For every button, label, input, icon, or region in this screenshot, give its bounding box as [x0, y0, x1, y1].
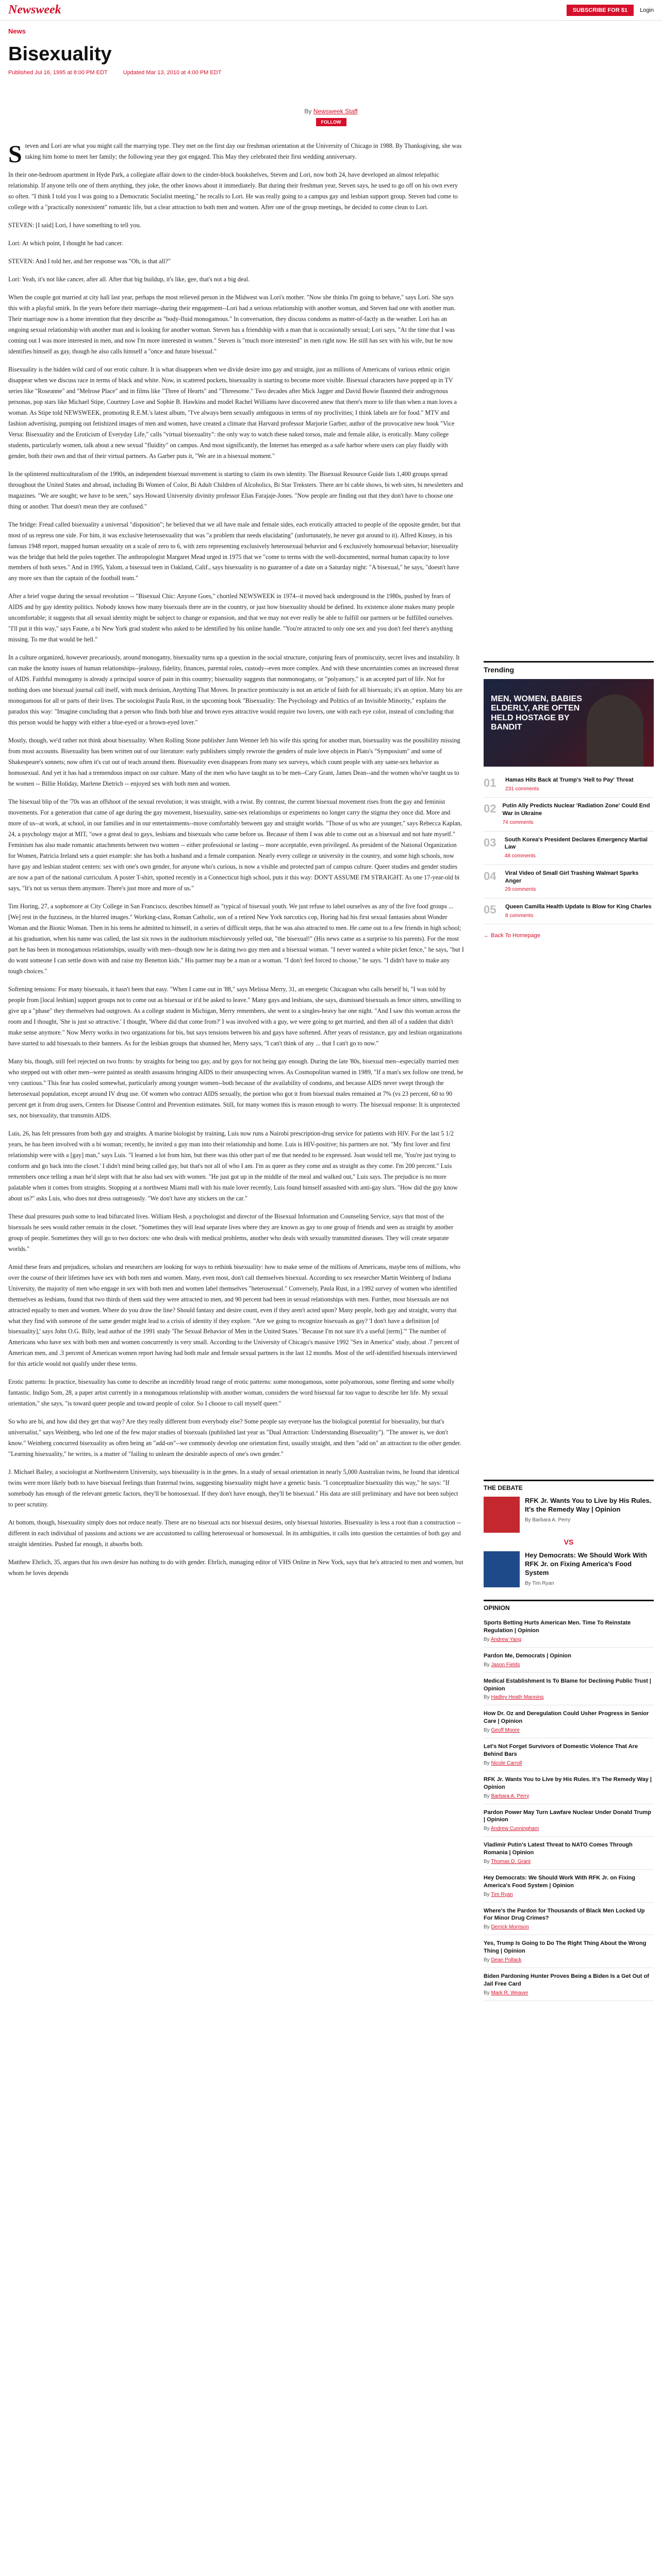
- content-area: [0, 141, 662, 2001]
- trending-number: 05: [484, 903, 496, 916]
- published-date: Published Jul 16, 1995 at 8:00 PM EDT: [8, 70, 108, 76]
- opinion-author-link[interactable]: Barbara A. Perry: [491, 1793, 529, 1799]
- vs-label: VS: [564, 1538, 574, 1547]
- trending-item[interactable]: [484, 798, 654, 831]
- opinion-headline[interactable]: Medical Establishment Is To Blame for Declining Public Trust | Opinion: [484, 1677, 651, 1692]
- opinion-item[interactable]: [484, 1673, 654, 1706]
- opinion-headline[interactable]: Pardon Me, Democrats | Opinion: [484, 1652, 571, 1659]
- debate-headline[interactable]: Hey Democrats: We Should Work With RFK Jr. on Fixing America's Food System: [525, 1551, 648, 1577]
- sidebar: [484, 141, 654, 2001]
- opinion-headline[interactable]: Where's the Pardon for Thousands of Black Men Locked Up For Minor Drug Crimes?: [484, 1907, 645, 1922]
- opinion-by-prefix: By: [484, 1858, 490, 1865]
- trending-number: 01: [484, 776, 496, 789]
- trending-comments[interactable]: 231 comments: [505, 786, 539, 792]
- opinion-author-link[interactable]: Jason Fields: [491, 1662, 520, 1668]
- opinion-item[interactable]: [484, 1738, 654, 1771]
- article-paragraph: In a culture organized, however precariously, around monogamy, bisexuality turns up a question in the social structure, conjuring fears of promiscuity, secret lives and instability. It can make the knotty issues of human relationships--jealousy, fidelity, finances, parental roles, custody--even more complex. And with these uncertainties comes an increased threat of AIDS. Faithful monogamy is already a principal source of pain in this country; bisexuality suggests that nonmonogamy, or "polyamory," is an accepted part of life. Not for nothing does one bisexual journal call itself, with mock derision, Anything That Moves. In practice promiscuity is not an article of faith for all bisexuals; it's an option. Many bis are monogamous for all or parts of their lives. The sociologist Paula Rust, in the upcoming book "Bisexuality: The Psychology and Politics of an Invisible Minority," explains the paradox this way: "Imagine concluding that a person who finds both blue and brown eyes attractive would require two lovers, one with each eye color, instead of concluding that this person would be happy with either a blue-eyed or a brown-eyed lover.": [8, 654, 462, 726]
- opinion-byline: [484, 1694, 654, 1700]
- opinion-by-prefix: By: [484, 1891, 490, 1897]
- debate-headline[interactable]: RFK Jr. Wants You to Live by His Rules. It's the Remedy Way | Opinion: [525, 1497, 652, 1514]
- opinion-item[interactable]: [484, 1837, 654, 1870]
- section-bar: [0, 21, 662, 41]
- trending-image[interactable]: [484, 679, 654, 767]
- opinion-byline: [484, 1924, 654, 1930]
- opinion-by-prefix: By: [484, 1924, 490, 1930]
- trending-item[interactable]: [484, 772, 654, 798]
- opinion-by-prefix: By: [484, 1793, 490, 1799]
- trending-headline: [505, 903, 652, 919]
- article-paragraph: Luis, 26, has felt pressures from both gay and straights. A marine biologist by training, Luis now runs a Nairobi prescription-drug service for patients with HIV. For the last 5 1/2 years, he has been involved with a bi woman; recently, he invited a guy man into their relationship and home. Luis is HIV-positive; his partners are not. "My first lover and first relationship were with a [gay] man," says Luis. "I learned a lot from him, but there was this other part of me that needed to be expressed. Joan would tell me, 'You're just trying to conform and go back into the closet.' I didn't mind being called gay, but that's not all of who I am. I'm as queer as they come and as straight as they come. I'm 200 percent." Luis remembers once telling a man he'd slept with that he also had sex with women. "He just got up in the middle of the meal and walked out," Luis says. The prejudice is no more palatable when it comes from straights. Stopping at a northwest Miami mall with his male lover recently, Luis found himself assaulted with anti-gay slurs. "How did the guy know about us?" asks Luis, who does not dress outrageously. "We don't have any stickers on the car.": [8, 1129, 458, 1202]
- opinion-author-link[interactable]: Thomas D. Grant: [491, 1858, 531, 1865]
- trending-list: [484, 772, 654, 924]
- trending-headline-text: Hamas Hits Back at Trump's 'Hell to Pay' Threat: [505, 777, 634, 783]
- article-paragraph: J. Michael Bailey, a sociologist at Northwestern University, says bisexuality is in the genes. In a study of sexual orientation in nearly 5,000 Australian twins, he found that identical twins were more likely both to have bisexual feelings than fraternal twins, suggesting bisexuality might have a genetic basis. "I conceptualize bisexuality this way," he says: "If somebody has enough of the relevant genetic factors, they'll be homosexual. If they don't have enough, they'll be bisexual." His data are still preliminary and have not been subject to peer scrutiny.: [8, 1468, 460, 1509]
- article-paragraph: Erotic patterns: In practice, bisexuality has come to describe an incredibly broad range of erotic patterns: some monogamous, some polyamorous, some fleeting and some wholly fantastic. Indigo Som, 28, a paper artist currently in a monogamous relationship with another woman, considers the word bisexual far too vague to describe her life. My sexual orientation," she says, "is toward queer people and toward people of color. So I choose to call myself queer.": [8, 1378, 455, 1408]
- article-paragraph: Many bis, though, still feel rejected on two fronts: by straights for being too gay, and by gays for not being gay enough. During the late '80s, bisexual men--especially married men who stepped out with other men--were painted as stealth assassins bringing AIDS to their unsuspecting wives. As Cosmopolitan warned in 1989, "If a man's sex follow one trend, be very cautious." This fear has cooled somewhat, particularly among younger women--both because of the availability of condoms, and because AIDS never swept through the heterosexual population, except around IV drug use. Of women who contract AIDS sexually, the portion who got it from bisexual males remained at 7% (vs 23 percent, 60 to 90 percent get it from drug users, Centers for Disease Control and Prevention estimates. Still, for many women this is reason enough to worry. The bisexual response: It is unprotected sex, not bisexuality, that transmits AIDS.: [8, 1057, 464, 1119]
- opinion-headline[interactable]: Pardon Power May Turn Lawfare Nuclear Under Donald Trump | Opinion: [484, 1809, 651, 1823]
- article-paragraph: When the couple got married at city hall last year, perhaps the most relieved person in the Midwest was Lori's mother. "Now she thinks I'm going to behave," says Lori. She says this with a playful smirk. In the years before their marriage--during their engagement--Lori had a serious relationship with another woman, and Steven had one with another man. Their marriage now is a home invention that they describe as "body-fluid monogamous." In conversation, they discuss condoms as matter-of-factly as the weather. Lori has an ongoing sexual relationship with another man and is looking for another woman. Steven has a friendship with a man that is occasionally sexual; Lori says, "At the time that I was coming out I was more interested in men, and now I'm more interested in women." Steven is "much more interested" in men right now. He still has sex with his wife, but he now identifies himself as gay, though he also calls himself a "once and future bisexual.": [8, 293, 456, 355]
- opinion-byline: [484, 1637, 654, 1642]
- article-paragraph: STEVEN: [I said] Lori, I have something to tell you.: [8, 221, 141, 229]
- opinion-item[interactable]: [484, 1870, 654, 1903]
- trending-headline: [505, 776, 634, 792]
- trending-item[interactable]: [484, 899, 654, 924]
- article-body: [8, 141, 464, 2001]
- article-paragraph: In their one-bedroom apartment in Hyde Park, a collegiate affair down to the cinder-block bookshelves, Steven and Lori, now both 24, have developed an almost telepathic relationship. If anyone tells one of them anything, they joke, the other knows about it immediately. But during their freshman year, Steven says, he used to go off on his own every so often. "I think I told you I was going to a Democratic Socialist meeting," he recalls to Lori. He was really going to a campus gay and lesbian support group. Steven had come to college with a "practically nonexistent" romantic life, but a clear attraction to both men and women. After one of the group meetings, he decided to come clean to Lori.: [8, 171, 458, 211]
- opinion-by-prefix: By: [484, 1990, 490, 1996]
- article-paragraph: Tim Horing, 27, a sophomore at City College in San Francisco, describes himself as "typical of bisexual youth. We just refuse to label ourselves as any of the five food groups ... [We] rest in the fuzziness, in the blurred images." Working-class, Roman Catholic, son of a retired New York narcotics cop, Horing had his first sexual fantasies about Wonder Woman and the Bionic Woman. Then in his teens he admitted to himself, in a series of difficult steps, that he was also attracted to men. He came out to a few friends in high school; at his graduation, when his name was called, the last six rows in the auditorium mischievously yelled out, "the bisexual!" (His news came as a surprise to his parents). For the most part he has been in monogamous relationships, usually with men--though now he is dating two guy men and a bisexual woman. "I never wanted a white picket fence," he says, "but I do want someone I can settle down with and raise my Benetton kids." His partner may be a man or a woman. "I don't feel forced to choose," he says. "I didn't have to make any tough choices.": [8, 903, 464, 975]
- opinion-byline: [484, 1662, 654, 1668]
- opinion-headline[interactable]: Sports Betting Hurts American Men. Time To Reinstate Regulation | Opinion: [484, 1620, 631, 1634]
- updated-date: Updated Mar 13, 2010 at 4:00 PM EDT: [123, 70, 222, 76]
- article-paragraph: In the splintered multiculturalism of the 1990s, an independent bisexual movement is starting to claim its own identity. The Bisexual Resource Guide lists 1,400 groups spread throughout the United States and abroad, including Bi Women of Color, Bi Adult Children of Alcoholics, Bi Star Treksters. There are bi cable shows, bi web sites, bi newsletters and magazines. "We are sought; we have to be seen," says Howard University divinity professor Elias Farajaje-Jones. "Now people are finding out that they don't have to choose one thing or another. That doesn't mean they are confused.": [8, 470, 463, 510]
- trending-image-figure: [587, 694, 643, 767]
- opinion-headline[interactable]: Let's Not Forget Survivors of Domestic Violence That Are Behind Bars: [484, 1743, 638, 1757]
- newsweek-logo[interactable]: Newsweek: [8, 3, 61, 16]
- opinion-item[interactable]: [484, 1968, 654, 2001]
- article-paragraph: So who are bi, and how did they get that way? Are they really different from everybody else? Some people say everyone has the biological potential for bisexuality, but that's universalist," says Weinberg, who led one of the few major studies of bisexuals (published last year as "Dual Attraction: Understanding Bisexuality"). "The answer is, we don't know." Weinberg concurred bisexuality as often being an "add-on"--we commonly develop one orientation first, usually straight, and then "add on" an attraction to the other gender. "Learning bisexuality," he writes, is a matter of "failing to unlearn the desirable aspects of one's own gender.": [8, 1418, 461, 1458]
- opinion-by-prefix: By: [484, 1957, 490, 1963]
- trending-headline: [502, 802, 654, 826]
- trending-item[interactable]: [484, 832, 654, 865]
- article-paragraph: Mostly, though, we'd rather not think about bisexuality. When Rolling Stone publisher Jann Wenner left his wife this spring for another man, bisexuality was the possibility missing from most accounts. Bisexuality has been written out of our literature: early publishers simply rewrote the genders of male love objects in Plato's "Symposium" and some of Shakespeare's sonnets; now often it's cut out of teach around them. Bisexuality even disappears from many sex surveys, which count people with any same-sex behavior as homosexual. And yet it has had a tremendous impact on our culture. Many of the men who have taught us to be men--Cary Grant, James Dean--and the women who've taught us to be women -- Billie Holiday, Marlene Dietrich -- enjoyed sex with both men and women.: [8, 737, 460, 788]
- article-title: Bisexuality: [8, 43, 112, 65]
- opinion-by-prefix: By: [484, 1694, 490, 1701]
- trending-number: 02: [484, 802, 496, 816]
- opinion-author-link[interactable]: Andrew Yang: [490, 1636, 522, 1642]
- debate-image: [484, 1497, 520, 1533]
- article-paragraph: Matthew Ehrlich, 35, argues that his own desire has nothing to do with gender. Ehrlich, managing editor of VHS Online in New York, says that he's attracted to men and women, but whom he loves depends: [8, 1558, 464, 1577]
- opinion-author-link[interactable]: Derrick Morrison: [491, 1924, 529, 1930]
- article-paragraph: Amid these fears and prejudices, scholars and researchers are looking for ways to rethink bisexuality: how to make sense of the millions of Americans, maybe tens of millions, who over the course of their lifetimes have sex with both men and women. Many, even most, don't call themselves bisexual. According to sex researcher Martin Weinberg of Indiana University, the majority of men who engage in sex with both men and women label themselves "heterosexual." Conversely, Paula Rust, in a 1992 survey of women who identified themselves as lesbians, found that two thirds of them said they were attracted to men, and 90 percent had been in sexual relationships with men. Further, most bisexuals are not attracted equally to men and women. Where do you draw the line? Should fantasy and desire count, even if they aren't acted upon? Many people, both gay and straight, worry that what they find with someone of the same gender might lead to a crisis of identity if they explore. "Are we going to recognize bisexuals as gay? 'I don't have a definition [of bisexuality],' says John O.G. Billy, lead author of the 1991 study 'The Sexual Behavior of Men in the United States.' 'Because I'm not sure it's a useful [term].'" The number of Americans who have sex with both men and women concurrently is very small. According to the University of Chicago's massive 1992 "Sex in America" study, about .7 percent of American men, and .3 percent of American women report having had both male and female sexual partners in the last 12 months. Most of the self-identified bisexuals interviewed for this article would not qualify under these terms.: [8, 1263, 460, 1368]
- opinion-author-link[interactable]: Andrew Cunningham: [490, 1826, 539, 1832]
- opinion-item[interactable]: [484, 1903, 654, 1936]
- opinion-by-prefix: By: [484, 1760, 490, 1766]
- debate-module: [484, 1480, 654, 1587]
- back-to-homepage-link[interactable]: ← Back To Homepage: [484, 933, 540, 939]
- trending-comments[interactable]: 48 comments: [504, 853, 536, 859]
- trending-headline-text: Viral Video of Small Girl Trashing Walmart Sparks Anger: [505, 870, 639, 884]
- opinion-item[interactable]: [484, 1615, 654, 1648]
- trending-comments[interactable]: 8 comments: [505, 912, 534, 919]
- opinion-byline: [484, 1859, 654, 1865]
- opinion-byline: [484, 1760, 654, 1766]
- trending-title: Trending: [484, 661, 654, 674]
- trending-comments[interactable]: 74 comments: [502, 820, 534, 826]
- opinion-headline[interactable]: Hey Democrats: We Should Work With RFK Jr. on Fixing America's Food System | Opinion: [484, 1874, 636, 1889]
- opinion-author-link[interactable]: Hadley Heath Manning: [491, 1694, 544, 1701]
- opinion-item[interactable]: [484, 1705, 654, 1738]
- subscribe-button[interactable]: SUBSCRIBE FOR $1: [567, 5, 634, 16]
- opinion-by-prefix: By: [484, 1727, 490, 1734]
- headline-area: [0, 43, 662, 76]
- opinion-by-prefix: By: [484, 1662, 490, 1668]
- trending-number: 03: [484, 836, 496, 849]
- article-paragraph: Lori: Yeah, it's not like cancer, after all. After that big buildup, it's like, gee, that's not a big deal.: [8, 275, 250, 283]
- opinion-byline: [484, 1892, 654, 1897]
- opinion-author-link[interactable]: Dean Pollack: [491, 1957, 522, 1963]
- opinion-author-link[interactable]: Geoff Moore: [491, 1727, 520, 1734]
- opinion-headline[interactable]: How Dr. Oz and Deregulation Could Usher Progress in Senior Care | Opinion: [484, 1710, 649, 1725]
- article-paragraph: These dual pressures push some to lead bifurcated lives. William Hesh, a psychologist and director of the Bisexual Information and Counseling Service, says that most of the bisexuals he sees would rather remain in the closet. "Sometimes they will lead separate lives where they are known as gay to one group of friends and seen as straight by another group of people. Sometimes they will go to two doctors: one who deals with medical problems, another who deals with sexually transmitted diseases. They will create separate worlds.": [8, 1212, 454, 1252]
- article-paragraph: The bridge: Freud called bisexuality a universal "disposition"; he believed that we all have male and female sides, each erotically attracted to people of the opposite gender, but that most of us repress one side. For him, it was exclusive heterosexuality that was "a problem that needs elucidating" (unfortunately, he never got around to it). Alfred Kinsey, in his famous 1948 report, mapped human sexuality on a scale of zero to 6, with zero representing exclusively heterosexual behavior and 6 exclusively homosexual behavior; bisexuality was the bridge that held the poles together. The anthropologist Margaret Mead urged in 1975 that we "come to terms with the well-documented, normal human capacity to love members of both sexes." And in 1995, Yalom, a bisexual teen in Oakland, Calif., says bisexuality is no guarantee of a date on a Saturday night: "A bisexual," he says, "doesn't have any more sex than the captain of the football team.": [8, 520, 461, 582]
- top-bar: [0, 0, 662, 21]
- opinion-headline[interactable]: Biden Pardoning Hunter Proves Being a Biden Is a Get Out of Jail Free Card: [484, 1973, 649, 1987]
- trending-headline: [505, 836, 654, 860]
- opinion-item[interactable]: [484, 1935, 654, 1968]
- opinion-headline[interactable]: Vladimir Putin's Latest Threat to NATO Comes Through Romania | Opinion: [484, 1842, 633, 1856]
- article-paragraph: The bisexual blip of the '70s was an offshoot of the sexual revolution; it was straight, with a twist. By contrast, the current bisexual movement rises from the gay and feminist movements. For a generation that came of age during the gay movement, bisexuality, same-sex relationships or experiments no longer carry the stigma they once did. More and more of us--at work, at school, in our families and in our entertainments--move comfortably between gay and straight worlds. "Those of us who are younger," says Rebecca Kaplan, 24, a psychology major at MIT, "owe a great deal to gays, lesbians and bisexuals who came before us. Because of them I was able to come out as a bisexual and not hate myself." Feminism has also made romantic attachments between two women -- either professional or lasting -- more acceptable, even privileged. As president of the National Organization for Women, Patricia Ireland sets a quiet example: she has both a husband and a female companion. Nearly every college or university in the country, and some high schools, now have gay and lesbian student centers: sex with one's own gender, for anyone who's curious, is now a visible and protected part of campus culture. Queer studies and gender studies are now a part of the national curriculum. A poster T-shirt, spotted recently in a Connecticut high school, puts it this way: DON'T ASSUME I'M STRAIGHT. As one 17-year-old bi says, "It's not us versus them anymore. There's just more and more of us.": [8, 798, 462, 892]
- trending-headline-text: Queen Camilla Health Update Is Blow for King Charles: [505, 903, 652, 910]
- opinion-byline: [484, 1957, 654, 1963]
- byline: [0, 108, 662, 126]
- opinion-author-link[interactable]: Mark R. Weaver: [491, 1990, 528, 1996]
- article-paragraph: STEVEN: And I told her, and her response was "Oh, is that all?": [8, 257, 171, 265]
- article-paragraph: Steven and Lori are what you might call the marrying type. They met on the first day our freshman orientation at the University of Chicago in 1988. By Thanksgiving, she was taking him home to meet her family; the following year they got engaged. This May they celebrated their first wedding anniversary.: [8, 141, 462, 168]
- article-paragraph: After a brief vogue during the sexual revolution -- "Bisexual Chic: Anyone Goes," chortled NEWSWEEK in 1974--it moved back underground in the 1980s, pushed by fears of AIDS and by gay identity politics. Nobody knows how many bisexuals there are in the country, or just how bisexuality should be defined. Its existence alone makes many people uncomfortable; it suggests that all sexual identity might be subject to change or expansion, and that we may not ever really be able to fulfill our partners or be fulfilled ourselves. "I'll put it this way," says Faune, a bi New York grad student who asked to be identified by his online handle. "You're attracted to only one sex and you don't feel there's anything missing. To me that would be hell.": [8, 592, 455, 643]
- opinion-byline: [484, 1990, 654, 1996]
- opinion-module: [484, 1600, 654, 2001]
- opinion-byline: [484, 1793, 654, 1799]
- opinion-list: [484, 1615, 654, 2001]
- trending-headline-text: Putin Ally Predicts Nuclear 'Radiation Zone' Could End War in Ukraine: [502, 803, 650, 817]
- byline-prefix: By: [304, 108, 312, 115]
- debate-entry[interactable]: [484, 1551, 654, 1587]
- debate-author: By Barbara A. Perry: [525, 1517, 571, 1523]
- trending-module: [484, 661, 654, 939]
- opinion-by-prefix: By: [484, 1636, 490, 1642]
- debate-author: By Tim Ryan: [525, 1580, 554, 1586]
- opinion-by-prefix: By: [484, 1826, 490, 1832]
- opinion-author-link[interactable]: Nicole Carroll: [491, 1760, 522, 1766]
- opinion-headline[interactable]: Yes, Trump Is Going to Do The Right Thing About the Wrong Thing | Opinion: [484, 1940, 647, 1955]
- trending-comments[interactable]: 29 comments: [505, 887, 536, 893]
- login-link[interactable]: Login: [640, 7, 654, 13]
- opinion-byline: [484, 1826, 654, 1832]
- trending-headline: [505, 870, 654, 893]
- opinion-author-link[interactable]: Tim Ryan: [491, 1891, 513, 1897]
- trending-item[interactable]: [484, 865, 654, 899]
- opinion-byline: [484, 1727, 654, 1733]
- opinion-item[interactable]: [484, 1804, 654, 1837]
- opinion-headline[interactable]: RFK Jr. Wants You to Live by His Rules. It's The Remedy Way | Opinion: [484, 1776, 652, 1790]
- article-paragraph: Bisexuality is the hidden wild card of our erotic culture. It is what disappears when we divide desire into gay and straight, just as millions of Americans of various ethnic origin disappear when we discuss race in terms of black and white. Now, in scattered pockets, bisexuality is starting to become more visible. Bisexual characters have popped up in TV series like "Roseanne" and "Melrose Place" and in films like "Three of Hearts" and "Threesome." Two decades after Mick Jagger and David Bowie flaunted their androgynous personas, pop stars like Michael Stipe, Courtney Love and Sophie B. Hawkins and model Rachel Williams have discovered anew that there's more to life than when a man loves a woman. As Stipe told NEWSWEEK, promoting R.E.M.'s latest album, "I've always been sexually ambiguous in terms of my proclivities; I think labels are for food." MTV and fashion advertising, pumping out fetishized images of men and women, have created a climate that Harvard professor Marjorie Garber, author of the provocative new book "Vice Versa: Bisexuality and the Eroticism of Everyday Life," calls "virtual bisexuality": the only way to watch these naked torsos, male and female alike, is erotically. Many college students, particularly women, talk about a new sexual "fluidity" on campus. And most significantly, the Internet has emerged as a safe harbor where users can play fluidly with gender, both their own and that of their virtual partners. As Garber puts it, "We are in a bisexual moment.": [8, 365, 457, 460]
- debate-image: [484, 1551, 520, 1587]
- opinion-item[interactable]: [484, 1648, 654, 1673]
- article-dates: [8, 70, 654, 76]
- article-paragraph: At bottom, though, bisexuality simply does not reduce neatly. There are no bisexual acts nor bisexual desires, only bisexual histories. Bisexuality is less a root than a construction -- different in each individual of passions and actions we are accustomed to calling heterosexual or homosexual. In its ambiguities, it calls into question the certainties of both gay and straight identities. Pushed far enough, it absorbs both.: [8, 1519, 461, 1548]
- opinion-item[interactable]: [484, 1771, 654, 1804]
- author-link[interactable]: Newsweek Staff: [313, 108, 358, 115]
- trending-headline-text: South Korea's President Declares Emergency Martial Law: [504, 836, 648, 851]
- opinion-title: OPINION: [484, 1600, 654, 1612]
- article-paragraph: Lori: At which point, I thought he had cancer.: [8, 239, 123, 247]
- trending-image-caption: MEN, WOMEN, BABIES ELDERLY, ARE OFTEN HELD HOSTAGE BY BANDIT: [491, 694, 582, 732]
- debate-entry[interactable]: [484, 1497, 654, 1533]
- trending-number: 04: [484, 869, 496, 883]
- article-paragraph: Softening tensions: For many bisexuals, it hasn't been that easy. "When I came out in '88," says Melissa Merry, 31, an energetic Chicagoan who calls herself bi, "I was told by people from [local lesbian] support groups not to come out as bisexual or it'd be asked to leave." Many gays and lesbians, she says, dismissed bisexuals as fence sitters, unwilling to give up a "phase" they themselves had outgrown. As a college student in Michigan, Merry remembers, she went to a singles-heavy bar one night. "And I saw this woman across the room and I thought, 'She is just so attractive.' I thought, 'Where did that come from?' I was involved with a guy, we were going to get married, and then all of a sudden that didn't make sense anymore." Now Merry works in two organizations for bis, but says tensions between bis and gays have softened. After years of resistance, gay and lesbian organizations have started to add bisexuals to their banners. As for the lesbian groups that shunned her, Merry says, "I can't think of any ... that I can't go to now.": [8, 985, 462, 1047]
- follow-button[interactable]: FOLLOW: [316, 118, 346, 126]
- section-label[interactable]: News: [8, 27, 26, 35]
- debate-title: THE DEBATE: [484, 1480, 654, 1492]
